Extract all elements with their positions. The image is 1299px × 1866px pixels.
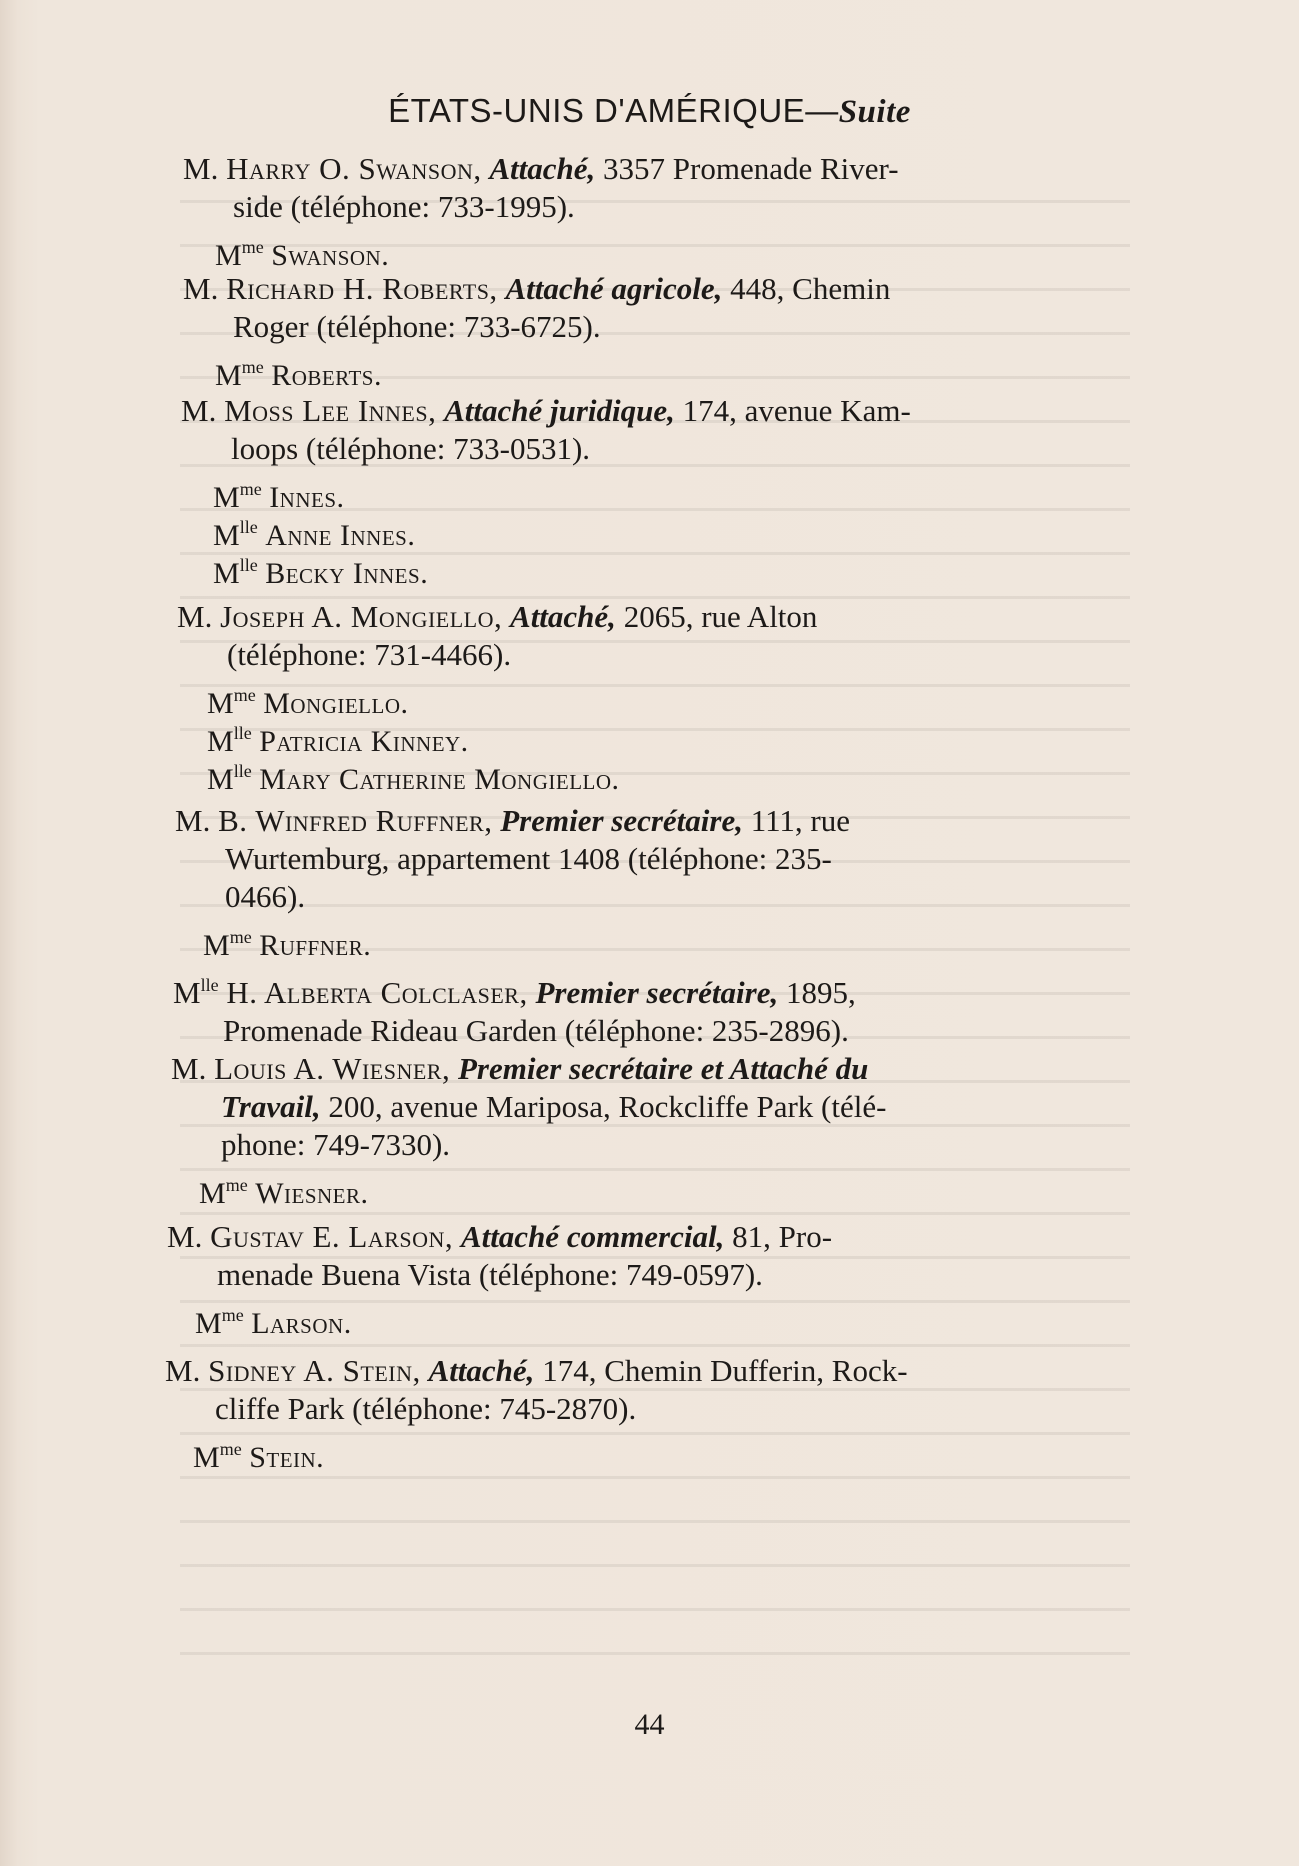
text-fragment: Roberts.: [271, 359, 382, 392]
dependent: [199, 1166, 369, 1213]
text-fragment: 200, avenue Mariposa, Rockcliffe Park (télé-: [328, 1089, 887, 1124]
text-fragment: M: [207, 687, 234, 720]
text-fragment: H. Alberta Colclaser,: [226, 975, 528, 1010]
text-fragment: M: [215, 239, 242, 272]
dependent: [215, 348, 382, 395]
entry-mongiello: [177, 598, 941, 674]
text-fragment: Wiesner.: [255, 1177, 369, 1210]
text-fragment: me: [229, 927, 252, 947]
text-fragment: Attaché agricole,: [505, 271, 723, 306]
text-fragment: Becky Innes.: [265, 557, 429, 590]
text-fragment: lle: [239, 517, 258, 537]
text-fragment: M.: [175, 803, 211, 838]
page-number: 44: [634, 1708, 665, 1741]
text-fragment: M: [203, 929, 230, 962]
entry-swanson: [183, 150, 947, 226]
text-fragment: Larson.: [251, 1307, 352, 1340]
dependent: [215, 228, 389, 275]
text-fragment: 1895,: [785, 975, 856, 1010]
dependent: [207, 752, 620, 799]
text-fragment: lle: [200, 975, 219, 995]
text-fragment: Promenade Rideau Garden (téléphone: 235-2896).: [223, 1013, 849, 1048]
text-fragment: Roger (téléphone: 733-6725).: [233, 309, 601, 344]
text-fragment: M: [213, 481, 240, 514]
text-fragment: (téléphone: 731-4466).: [227, 637, 512, 672]
entry-stein: [165, 1352, 929, 1428]
text-fragment: M.: [167, 1219, 203, 1254]
text-fragment: M.: [183, 271, 219, 306]
text-fragment: Attaché juridique,: [444, 393, 675, 428]
text-fragment: lle: [239, 555, 258, 575]
entry-prefix: M.: [183, 151, 219, 186]
text-fragment: lle: [233, 723, 252, 743]
text-fragment: Swanson.: [271, 239, 390, 272]
text-fragment: 448, Chemin: [730, 271, 891, 306]
text-fragment: lle: [233, 761, 252, 781]
text-fragment: 111, rue: [750, 803, 851, 838]
entry-colclaser: [173, 966, 937, 1050]
text-fragment: Premier secrétaire,: [500, 803, 743, 838]
entry-larson: [167, 1218, 931, 1294]
text-fragment: Attaché,: [428, 1353, 535, 1388]
heading-suite: Suite: [838, 94, 911, 130]
text-fragment: M: [207, 763, 234, 796]
text-fragment: M.: [181, 393, 217, 428]
dependent: [193, 1430, 324, 1477]
text-fragment: B. Winfred Ruffner,: [218, 803, 493, 838]
text-fragment: M: [193, 1441, 220, 1474]
text-fragment: me: [241, 237, 264, 257]
text-fragment: M: [207, 725, 234, 758]
text-fragment: 174, avenue Kam-: [682, 393, 911, 428]
entry-innes: [181, 392, 945, 468]
text-fragment: menade Buena Vista (téléphone: 749-0597).: [217, 1257, 763, 1292]
text-fragment: Gustav E. Larson,: [210, 1219, 454, 1254]
text-fragment: M: [173, 975, 201, 1010]
entry-wiesner: [171, 1050, 935, 1164]
entry-name: Harry O. Swanson,: [226, 151, 482, 186]
text-fragment: M.: [171, 1051, 207, 1086]
text-fragment: Wurtemburg, appartement 1408 (téléphone: 235-: [225, 841, 832, 876]
text-fragment: Sidney A. Stein,: [208, 1353, 421, 1388]
text-fragment: 174, Chemin Dufferin, Rock-: [542, 1353, 908, 1388]
entry-address-cont: side (téléphone: 733-1995).: [233, 189, 575, 224]
text-fragment: Travail,: [221, 1089, 321, 1124]
text-fragment: 2065, rue Alton: [623, 599, 818, 634]
entry-ruffner: [175, 802, 939, 916]
text-fragment: phone: 749-7330).: [221, 1127, 451, 1162]
page-heading: [0, 92, 1299, 131]
text-fragment: M: [213, 519, 240, 552]
text-fragment: Premier secrétaire et Attaché du: [457, 1051, 869, 1086]
text-fragment: me: [225, 1175, 248, 1195]
text-fragment: Richard H. Roberts,: [226, 271, 498, 306]
text-fragment: me: [219, 1439, 242, 1459]
text-fragment: Stein.: [249, 1441, 325, 1474]
text-fragment: 0466).: [225, 879, 306, 914]
entry-address: 3357 Promenade River-: [603, 151, 899, 186]
text-fragment: Mary Catherine Mongiello.: [259, 763, 620, 796]
text-fragment: Anne Innes.: [265, 519, 416, 552]
dependent: [213, 546, 428, 593]
heading-title: ÉTATS-UNIS D'AMÉRIQUE—: [388, 92, 839, 129]
text-fragment: M: [213, 557, 240, 590]
text-fragment: Attaché,: [510, 599, 616, 634]
text-fragment: me: [239, 479, 262, 499]
entry-title: Attaché,: [489, 151, 596, 186]
dependent: [203, 918, 371, 965]
text-fragment: Mongiello.: [263, 687, 409, 720]
text-fragment: Attaché commercial,: [460, 1219, 725, 1254]
text-fragment: Louis A. Wiesner,: [214, 1051, 451, 1086]
entry-roberts: [183, 270, 947, 346]
text-fragment: Premier secrétaire,: [535, 975, 779, 1010]
text-fragment: M.: [177, 599, 213, 634]
text-fragment: Patricia Kinney.: [259, 725, 469, 758]
text-fragment: cliffe Park (téléphone: 745-2870).: [215, 1391, 637, 1426]
text-fragment: Moss Lee Innes,: [224, 393, 437, 428]
text-fragment: me: [221, 1305, 244, 1325]
text-fragment: loops (téléphone: 733-0531).: [231, 431, 591, 466]
text-fragment: Ruffner.: [259, 929, 372, 962]
text-fragment: Innes.: [269, 481, 345, 514]
text-fragment: me: [241, 357, 264, 377]
text-fragment: M.: [165, 1353, 201, 1388]
text-fragment: M: [195, 1307, 222, 1340]
text-fragment: Joseph A. Mongiello,: [220, 599, 503, 634]
dependent: [195, 1296, 352, 1343]
text-fragment: 81, Pro-: [732, 1219, 833, 1254]
text-fragment: M: [215, 359, 242, 392]
text-fragment: me: [233, 685, 256, 705]
text-fragment: M: [199, 1177, 226, 1210]
